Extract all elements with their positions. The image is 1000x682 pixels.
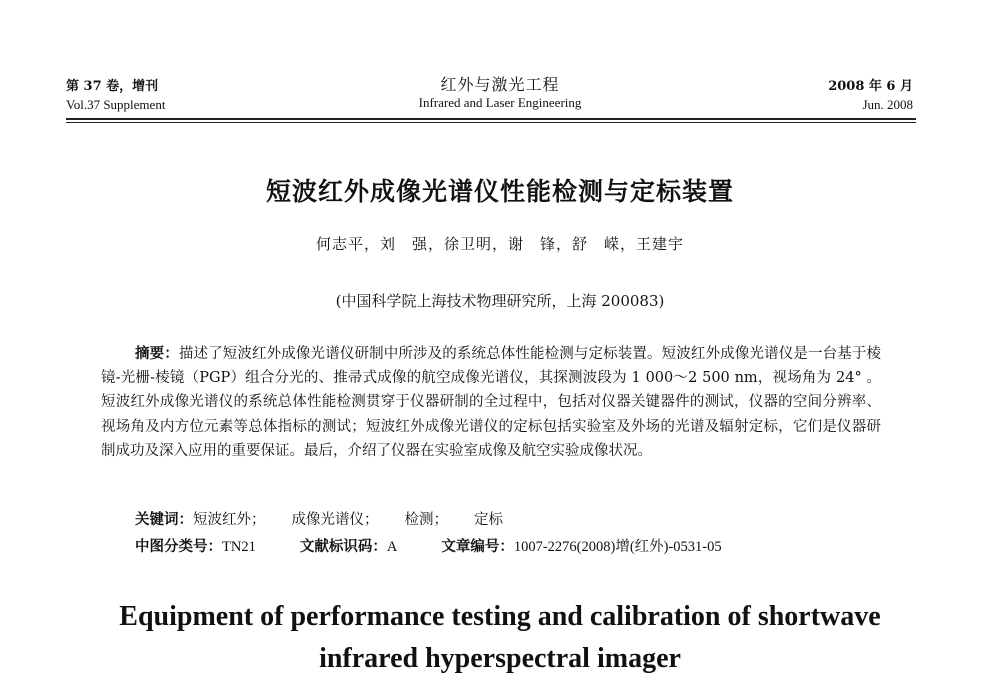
- keyword-item: 定标: [474, 512, 503, 528]
- clc-value: TN21: [222, 539, 256, 555]
- clc-label: 中图分类号：: [135, 539, 222, 555]
- journal-name-en: Infrared and Laser Engineering: [418, 95, 582, 110]
- paper-title-cn: 短波红外成像光谱仪性能检测与定标装置: [265, 177, 734, 206]
- classification-row: [135, 536, 722, 558]
- keywords: [135, 509, 503, 531]
- abstract-text: 描述了短波红外成像光谱仪研制中所涉及的系统总体性能检测与定标装置。短波红外成像光谱仪是一台基于棱镜-光栅-棱镜（PGP）组合分光的、推帚式成像的航空成像光谱仪，其探测波段为 1 000～2 500 nm，视场角为 24° 。短波红外成像光谱仪的系统总体性能检测贯穿于仪器研制的全过程中，包括对仪器关键器件的测试，仪器的空间分辨率、视场角及内方位元素等总体指标的测试；短波红外成像光谱仪的定标包括实验室及外场的光谱及辐射定标，它们是仪器研制成功及深入应用的重要保证。最后，介绍了仪器在实验室成像及航空实验成像状况。: [101, 346, 881, 459]
- doc-code-label: 文献标识码：: [299, 539, 387, 555]
- date-cn: 2008 年 6 月: [828, 79, 913, 94]
- keyword-item: 检测；: [404, 512, 448, 528]
- volume-en: Vol.37 Supplement: [66, 97, 166, 112]
- header-rule-thin: [66, 122, 916, 123]
- affiliation: (中国科学院上海技术物理研究所，上海 200083): [335, 292, 665, 310]
- article-number-value: 1007-2276(2008)增(红外)-0531-05: [513, 539, 722, 555]
- abstract-label: 摘要：: [135, 346, 179, 362]
- journal-date: [828, 78, 913, 114]
- paper-title-en: [0, 596, 1000, 680]
- header-rule-thick: [66, 118, 916, 120]
- title-en-line2: infrared hyperspectral imager: [319, 643, 681, 674]
- author-list: 何志平，刘 强，徐卫明，谢 锋，舒 嵘，王建宇: [315, 235, 684, 253]
- keyword-item: 短波红外；: [193, 512, 266, 528]
- title-en-line1: Equipment of performance testing and calibration of shortwave: [119, 601, 881, 632]
- journal-name-cn: 红外与激光工程: [440, 75, 560, 94]
- abstract: [101, 342, 881, 463]
- date-en: Jun. 2008: [862, 97, 913, 112]
- keyword-item: 成像光谱仪；: [291, 512, 379, 528]
- volume-cn: 第 37 卷，增刊: [66, 79, 159, 94]
- doc-code-value: A: [386, 539, 398, 555]
- article-number-label: 文章编号：: [441, 539, 514, 555]
- keywords-label: 关键词：: [135, 512, 193, 528]
